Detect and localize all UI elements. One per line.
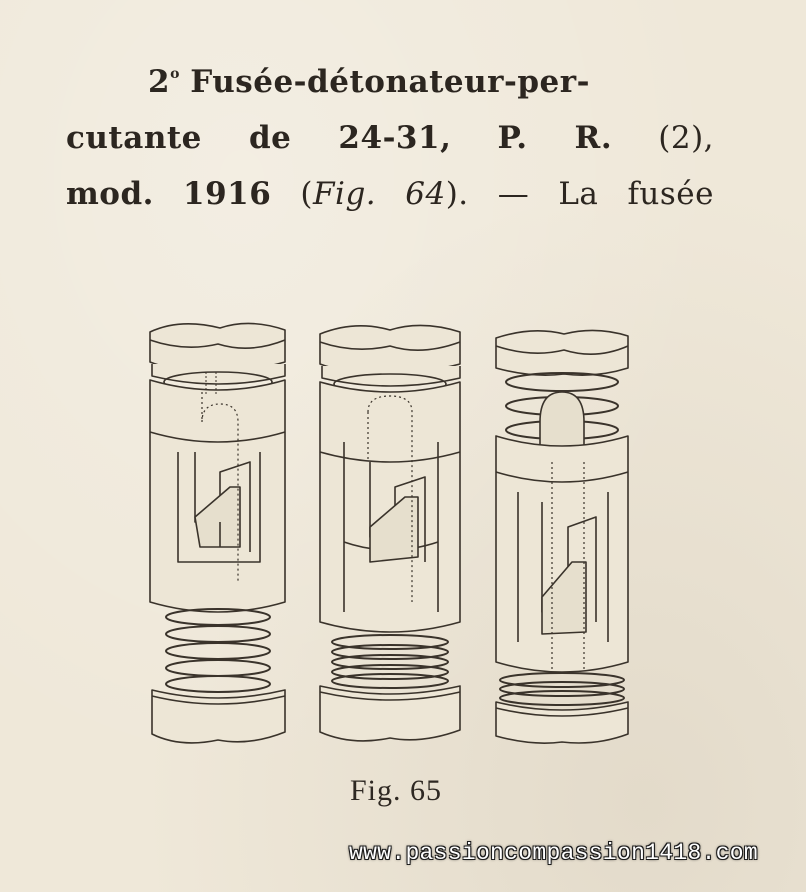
fuse-part-3	[496, 330, 628, 743]
figure-caption	[0, 774, 806, 808]
heading-line-1	[66, 46, 726, 110]
heading-title-start: Fusée-détonateur-per-	[190, 64, 590, 100]
model-year: 1916	[183, 176, 272, 212]
heading-line-2	[66, 110, 714, 166]
body-text-start: — La fusée	[497, 176, 715, 212]
footnote-ref: (2),	[658, 120, 715, 156]
paren-open: (	[300, 176, 314, 212]
fuse-drawing	[140, 312, 640, 762]
figure-reference	[300, 176, 468, 212]
paren-close: ).	[445, 176, 469, 212]
fuse-illustration	[140, 312, 640, 762]
heading-line-3	[66, 166, 714, 222]
section-heading	[66, 46, 726, 222]
figure-reference-text: Fig. 64	[313, 176, 446, 212]
site-watermark: www.passioncompassion1418.com	[349, 840, 758, 866]
fuse-part-1	[150, 323, 285, 742]
model-label: mod.	[66, 176, 154, 212]
figure-caption-text: Fig. 65	[349, 774, 443, 807]
heading-title-middle: cutante de 24-31,	[66, 120, 452, 156]
fuse-part-2	[320, 325, 460, 740]
section-number-superscript: o	[170, 66, 180, 82]
section-number: 2	[148, 64, 171, 100]
heading-pr-abbrev: P. R.	[497, 120, 613, 156]
